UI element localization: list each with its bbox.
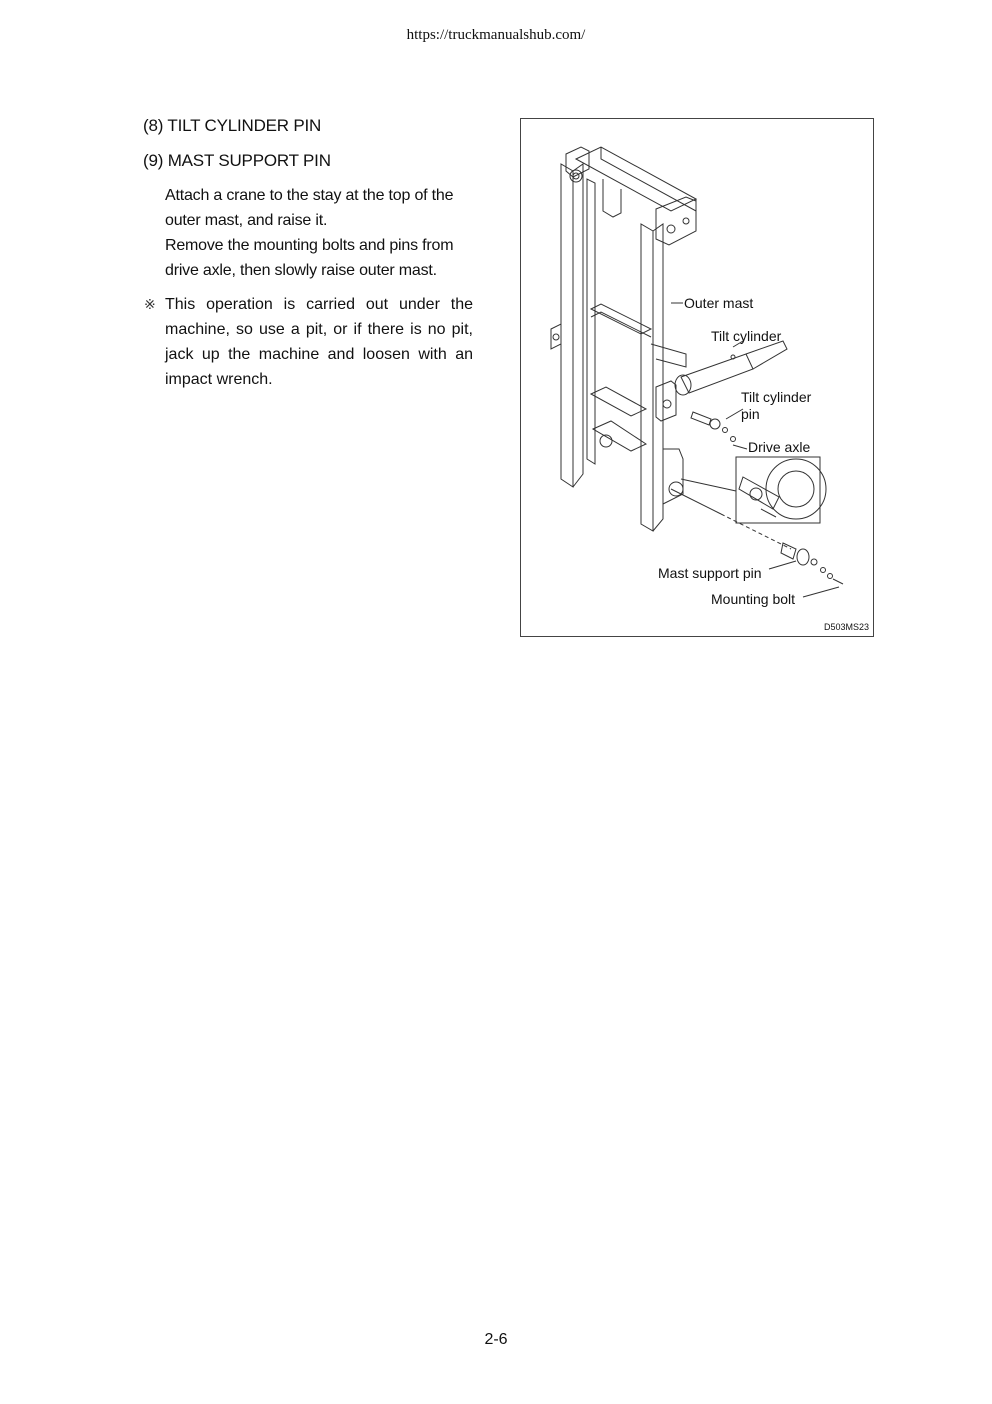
section-heading-tilt-cylinder-pin: (8) TILT CYLINDER PIN [143,116,322,135]
mast-removal-figure [520,118,874,637]
instruction-line: Attach a crane to the stay at the top of the [165,187,454,204]
note-text: This operation is carried out under the machine, so use a pit, or if there is no pit, jack up the machine and loosen with an impact wrench. [165,296,473,388]
instruction-line: Remove the mounting bolts and pins from [165,237,454,254]
section-heading-mast-support-pin: (9) MAST SUPPORT PIN [143,151,331,170]
instruction-paragraph [165,183,473,283]
page-number: 2-6 [484,1331,508,1348]
label-outer-mast: Outer mast [684,295,754,311]
label-mast-support-pin: Mast support pin [658,565,762,581]
label-tilt-cylinder: Tilt cylinder [711,328,782,344]
label-drive-axle: Drive axle [748,439,811,455]
instruction-line: outer mast, and raise it. [165,212,328,229]
figure-code: D503MS23 [823,622,869,632]
label-tilt-cylinder-pin-line2: pin [741,406,760,422]
note-mark-icon: ※ [144,296,156,312]
label-tilt-cylinder-pin-line1: Tilt cylinder [741,389,812,405]
instruction-line: drive axle, then slowly raise outer mast. [165,262,437,279]
mast-illustration [521,119,873,636]
header-url: https://truckmanualshub.com/ [406,27,586,43]
label-mounting-bolt: Mounting bolt [711,591,796,607]
